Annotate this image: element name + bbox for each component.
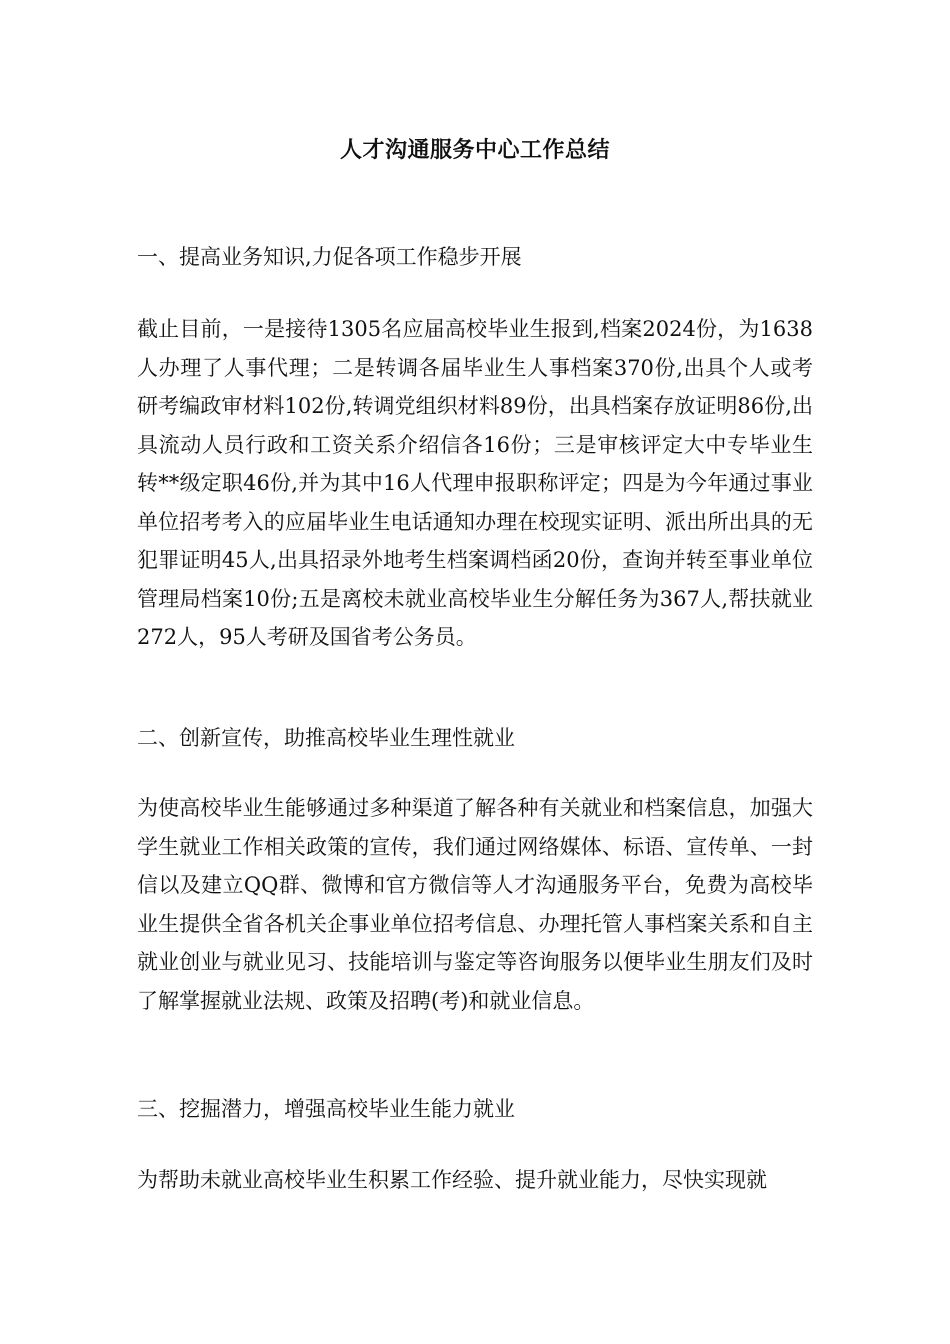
section-heading-1: 一、提高业务知识,力促各项工作稳步开展 — [137, 245, 522, 269]
section-paragraph-3: 为帮助未就业高校毕业生积累工作经验、提升就业能力，尽快实现就 — [137, 1168, 767, 1192]
document-title: 人才沟通服务中心工作总结 — [339, 137, 610, 163]
section-heading-3: 三、挖掘潜力，增强高校毕业生能力就业 — [137, 1097, 515, 1121]
section-paragraph-1: 截止目前，一是接待1305名应届高校毕业生报到,档案2024份，为1638人办理了人事代理；二是转调各届毕业生人事档案370份,出具个人或考研考编政审材料102份,转调党组织材料89份，出具档案存放证明86份,出具流动人员行政和工资关系介绍信各16份；三是审核评定大中专毕业生转**级定职46份,并为其中16人代理申报职称评定；四是为今年通过事业单位招考考入的应届毕业生电话通知办理在校现实证明、派出所出具的无犯罪证明45人,出具招录外地考生档案调档函20份，查询并转至事业单位管理局档案10份;五是离校未就业高校毕业生分解任务为367人,帮扶就业272人，95人考研及国省考公务员。 — [137, 317, 813, 649]
section-heading-2: 二、创新宣传，助推高校毕业生理性就业 — [137, 726, 515, 750]
section-paragraph-2: 为使高校毕业生能够通过多种渠道了解各种有关就业和档案信息，加强大学生就业工作相关政策的宣传，我们通过网络媒体、标语、宣传单、一封信以及建立QQ群、微博和官方微信等人才沟通服务平台，免费为高校毕业生提供全省各机关企事业单位招考信息、办理托管人事档案关系和自主就业创业与就业见习、技能培训与鉴定等咨询服务以便毕业生朋友们及时了解掌握就业法规、政策及招聘(考)和就业信息。 — [137, 796, 813, 1013]
